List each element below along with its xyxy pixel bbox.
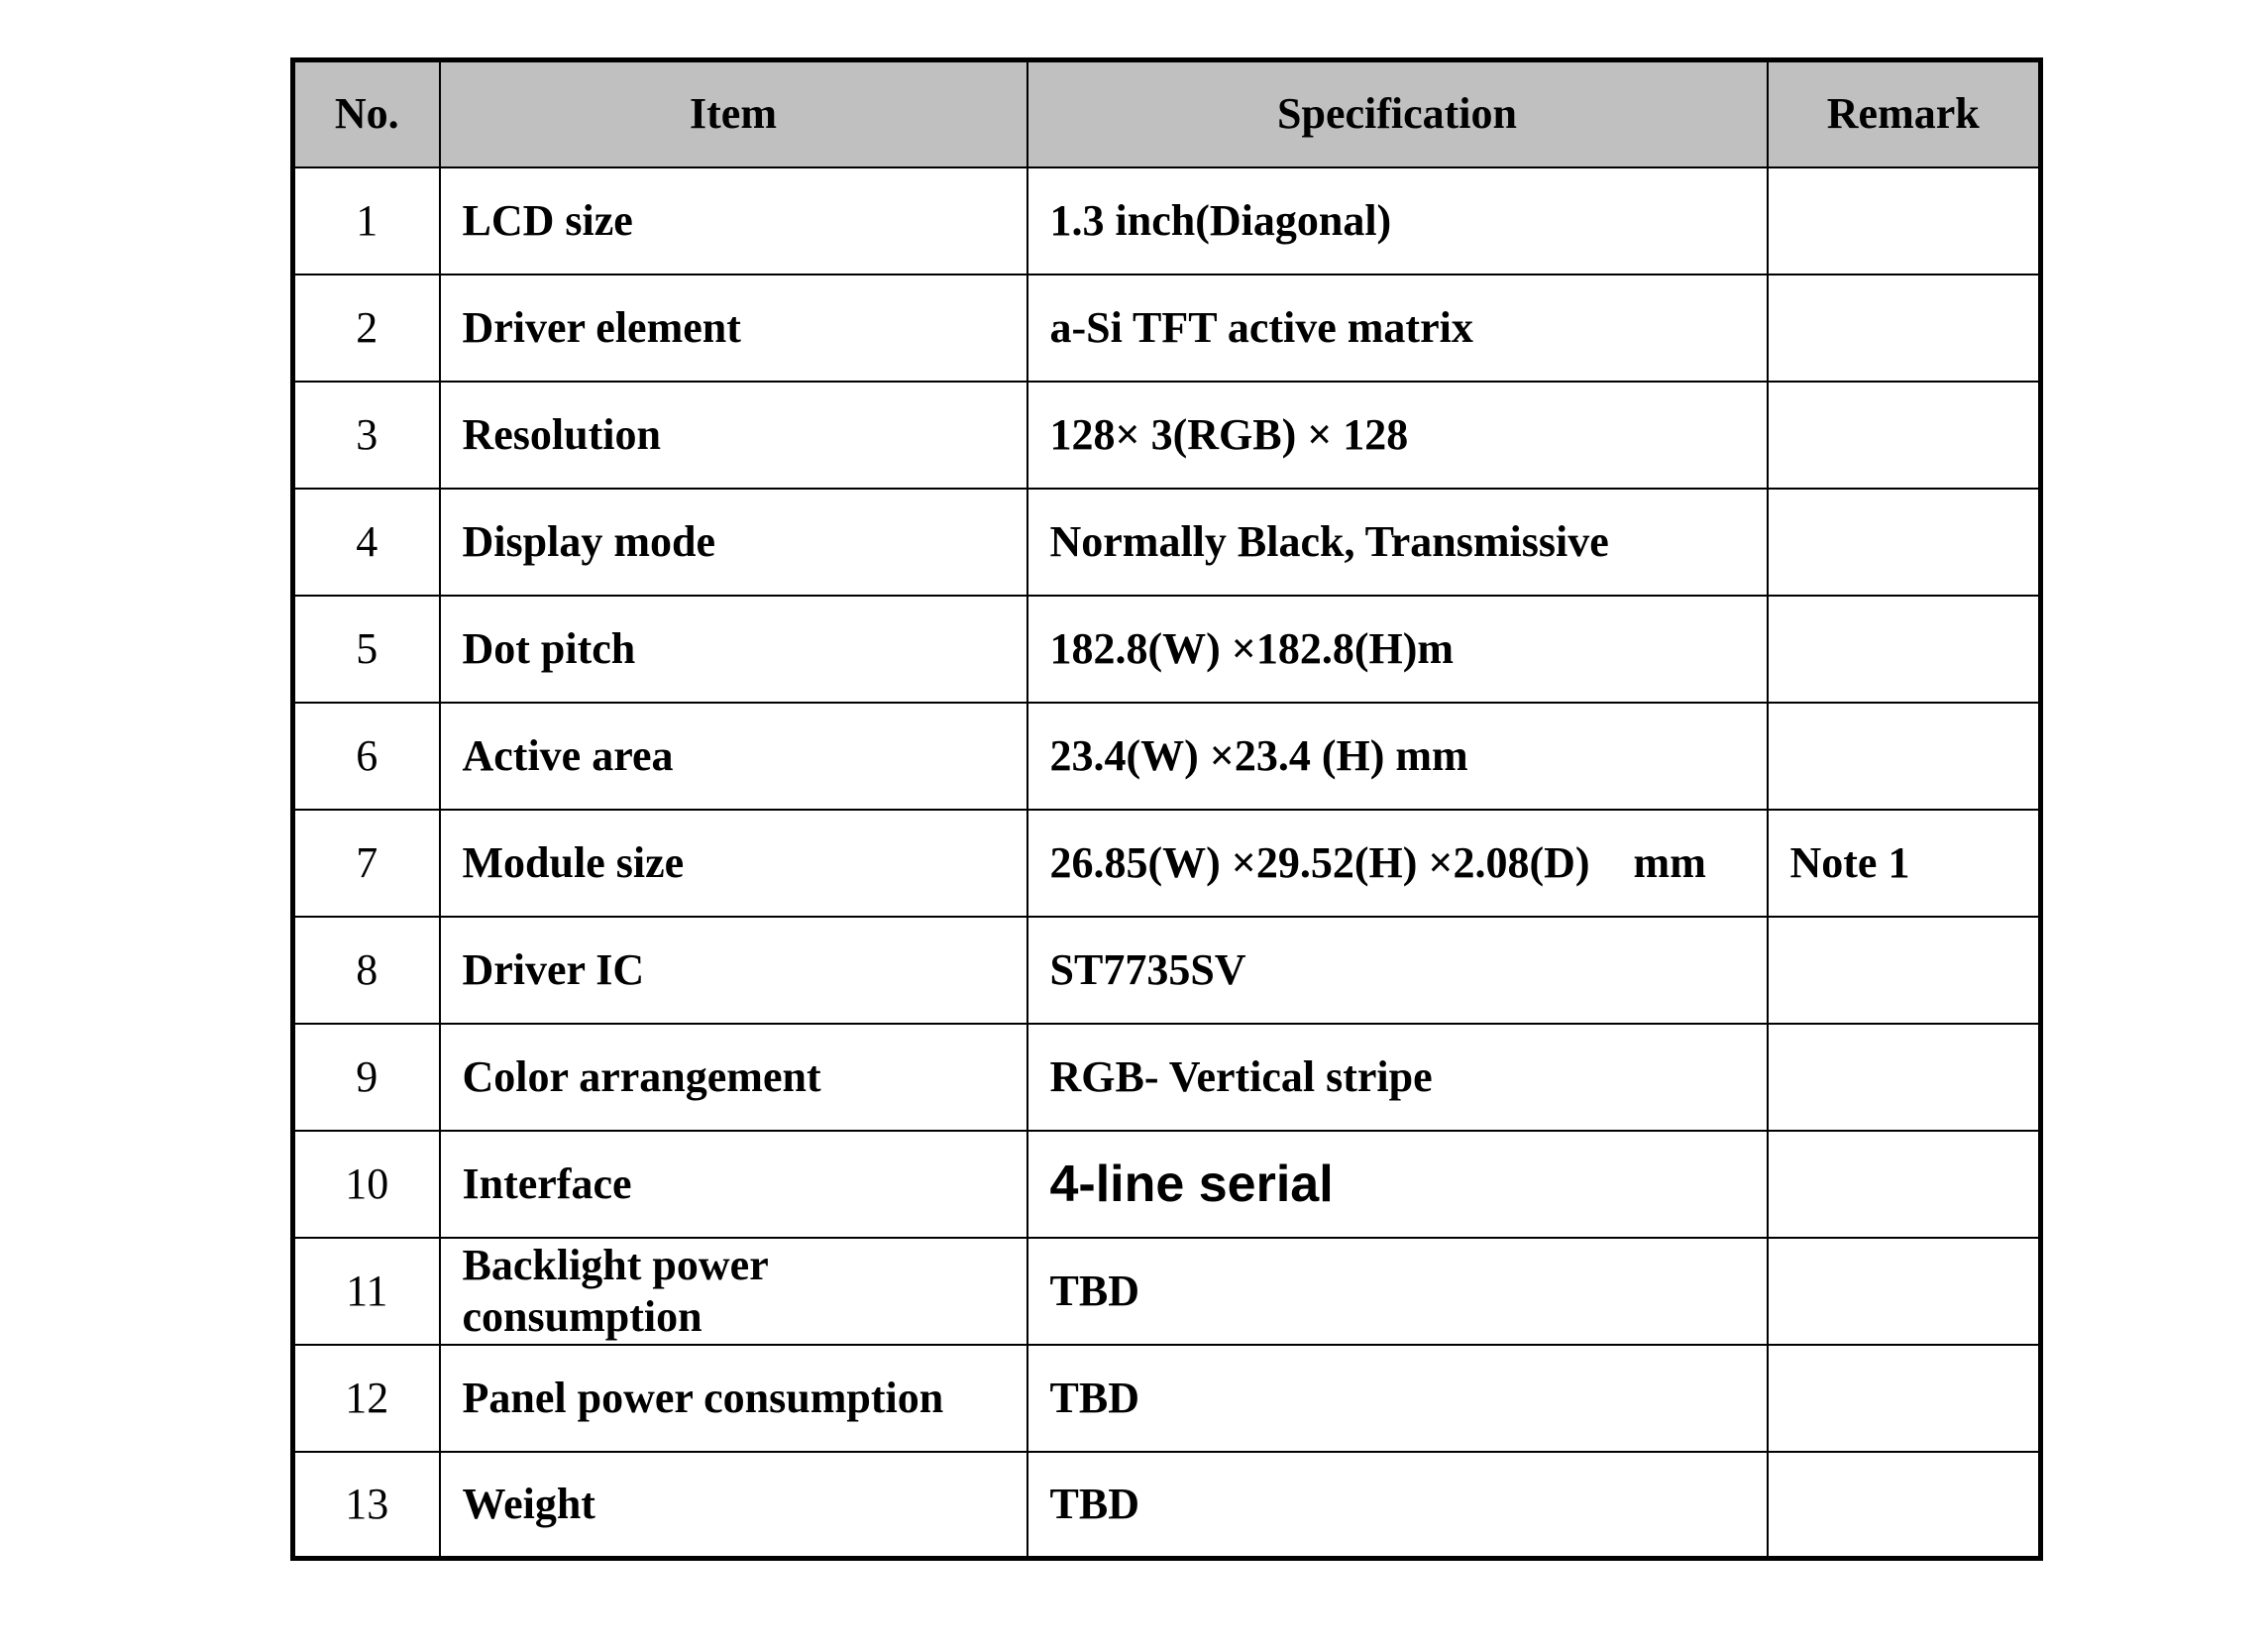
row-number: 11 <box>293 1238 440 1345</box>
row-spec: ST7735SV <box>1027 917 1768 1024</box>
row-number: 2 <box>293 275 440 382</box>
table-row <box>293 1131 2041 1238</box>
table-row <box>293 489 2041 596</box>
row-item: Resolution <box>440 382 1027 489</box>
table-row <box>293 596 2041 703</box>
row-remark <box>1768 703 2041 810</box>
table-row <box>293 703 2041 810</box>
row-item: Display mode <box>440 489 1027 596</box>
row-item: Panel power consumption <box>440 1345 1027 1452</box>
row-item: Color arrangement <box>440 1024 1027 1131</box>
table-row <box>293 382 2041 489</box>
row-spec: a-Si TFT active matrix <box>1027 275 1768 382</box>
row-number: 5 <box>293 596 440 703</box>
row-item: Dot pitch <box>440 596 1027 703</box>
row-item: Backlight power consumption <box>440 1238 1027 1345</box>
table-body <box>293 167 2041 1559</box>
row-spec: 1.3 inch(Diagonal) <box>1027 167 1768 275</box>
row-spec: TBD <box>1027 1345 1768 1452</box>
row-number: 6 <box>293 703 440 810</box>
row-spec: RGB- Vertical stripe <box>1027 1024 1768 1131</box>
table-row <box>293 1452 2041 1559</box>
row-number: 9 <box>293 1024 440 1131</box>
row-number: 4 <box>293 489 440 596</box>
row-remark <box>1768 489 2041 596</box>
row-spec: TBD <box>1027 1452 1768 1559</box>
row-item: Active area <box>440 703 1027 810</box>
row-remark <box>1768 167 2041 275</box>
row-item: LCD size <box>440 167 1027 275</box>
row-item: Interface <box>440 1131 1027 1238</box>
row-remark: Note 1 <box>1768 810 2041 917</box>
row-number: 13 <box>293 1452 440 1559</box>
row-number: 1 <box>293 167 440 275</box>
row-remark <box>1768 1345 2041 1452</box>
table-row <box>293 1024 2041 1131</box>
row-remark <box>1768 1024 2041 1131</box>
table-row <box>293 167 2041 275</box>
row-remark <box>1768 1452 2041 1559</box>
table-row <box>293 1238 2041 1345</box>
row-item: Weight <box>440 1452 1027 1559</box>
table-row <box>293 810 2041 917</box>
row-remark <box>1768 917 2041 1024</box>
row-spec: 4-line serial <box>1027 1131 1768 1238</box>
row-spec: 23.4(W) ×23.4 (H) mm <box>1027 703 1768 810</box>
header-row <box>293 60 2041 167</box>
table-header <box>293 60 2041 167</box>
row-number: 12 <box>293 1345 440 1452</box>
row-remark <box>1768 1131 2041 1238</box>
row-spec: Normally Black, Transmissive <box>1027 489 1768 596</box>
row-spec: 128× 3(RGB) × 128 <box>1027 382 1768 489</box>
header-remark: Remark <box>1768 60 2041 167</box>
spec-table <box>290 57 2043 1561</box>
row-number: 3 <box>293 382 440 489</box>
row-number: 10 <box>293 1131 440 1238</box>
row-item: Module size <box>440 810 1027 917</box>
row-remark <box>1768 275 2041 382</box>
row-item: Driver IC <box>440 917 1027 1024</box>
row-item: Driver element <box>440 275 1027 382</box>
header-no: No. <box>293 60 440 167</box>
row-spec: TBD <box>1027 1238 1768 1345</box>
row-spec: 26.85(W) ×29.52(H) ×2.08(D) mm <box>1027 810 1768 917</box>
row-remark <box>1768 596 2041 703</box>
table-row <box>293 917 2041 1024</box>
row-remark <box>1768 1238 2041 1345</box>
table-row <box>293 1345 2041 1452</box>
row-remark <box>1768 382 2041 489</box>
row-number: 7 <box>293 810 440 917</box>
header-specification: Specification <box>1027 60 1768 167</box>
header-item: Item <box>440 60 1027 167</box>
row-number: 8 <box>293 917 440 1024</box>
row-spec: 182.8(W) ×182.8(H)m <box>1027 596 1768 703</box>
table-row <box>293 275 2041 382</box>
